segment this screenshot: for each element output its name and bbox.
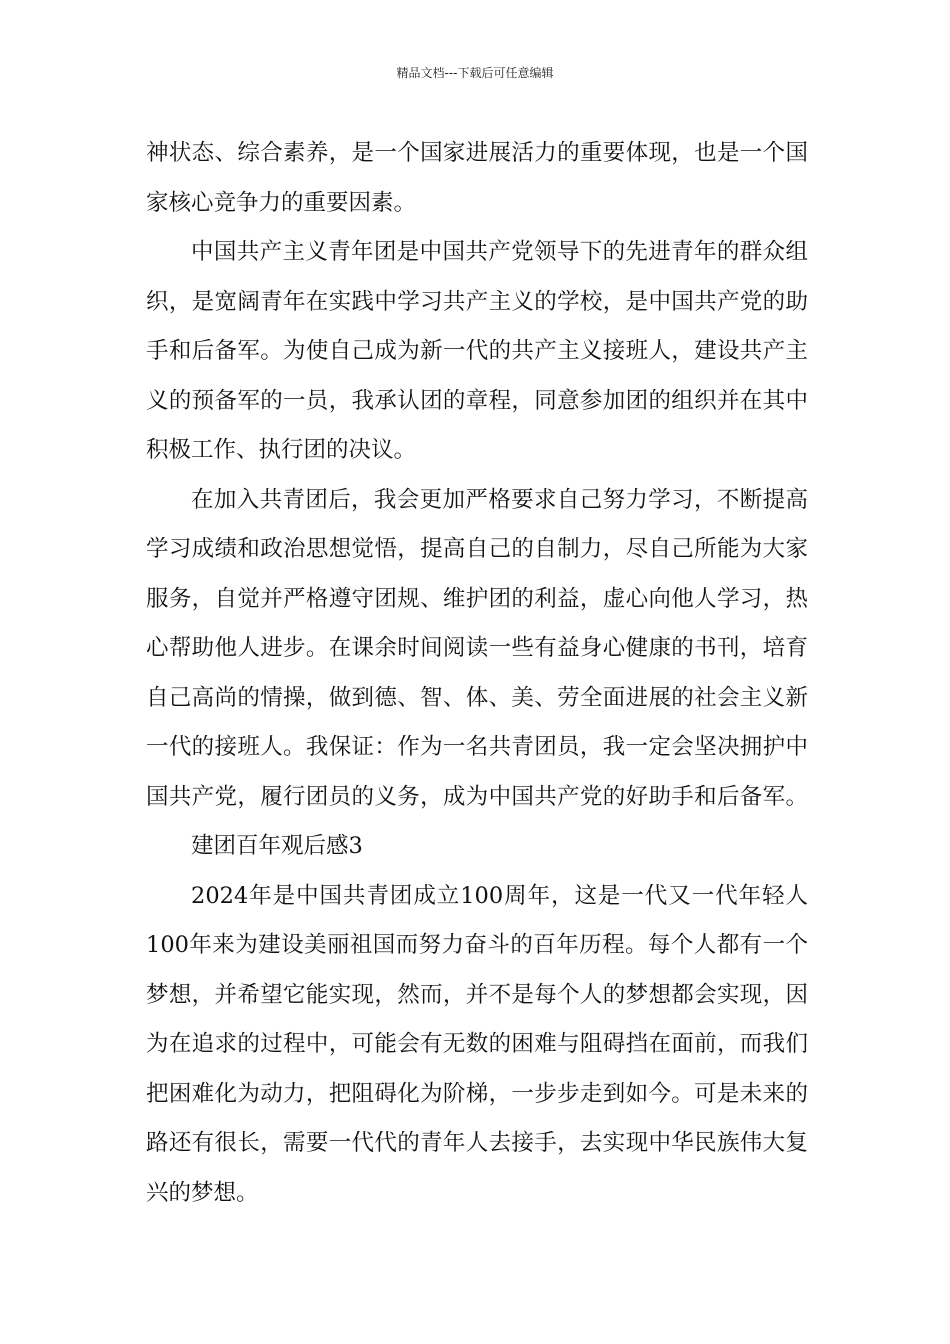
text-line: 把困难化为动力，把阻碍化为阶梯，一步步走到如今。可是未来的 [146, 1080, 808, 1107]
text-line: 一代的接班人。我保证：作为一名共青团员，我一定会坚决拥护中 [146, 734, 808, 760]
text-line: 织，是宽阔青年在实践中学习共产主义的学校，是中国共产党的助 [146, 288, 808, 315]
text-line: 义的预备军的一员，我承认团的章程，同意参加团的组织并在其中 [146, 387, 808, 414]
text-line: 服务，自觉并严格遵守团规、维护团的利益，虚心向他人学习，热 [146, 585, 808, 612]
section-heading: 建团百年观后感3 [191, 833, 363, 859]
text-line: 神状态、综合素养，是一个国家进展活力的重要体现，也是一个国 [146, 140, 808, 166]
text-line: 梦想，并希望它能实现，然而，并不是每个人的梦想都会实现，因 [146, 981, 808, 1008]
text-line: 积极工作、执行团的决议。 [146, 437, 417, 463]
text-line: 路还有很长，需要一代代的青年人去接手，去实现中华民族伟大复 [146, 1130, 808, 1156]
text-line: 兴的梦想。 [146, 1179, 259, 1206]
text-line: 家核心竞争力的重要因素。 [146, 189, 417, 216]
text-line: 国共产党，履行团员的义务，成为中国共产党的好助手和后备军。 [146, 783, 808, 810]
text-line: 2024年是中国共青团成立100周年，这是一代又一代年轻人 [191, 882, 808, 909]
text-line: 自己高尚的情操，做到德、智、体、美、劳全面进展的社会主义新 [146, 684, 808, 711]
text-line: 学习成绩和政治思想觉悟，提高自己的自制力，尽自己所能为大家 [146, 536, 808, 562]
text-line: 中国共产主义青年团是中国共产党领导下的先进青年的群众组 [191, 239, 808, 265]
text-line: 手和后备军。为使自己成为新一代的共产主义接班人，建设共产主 [146, 338, 808, 364]
text-line: 为在追求的过程中，可能会有无数的困难与阻碍挡在面前，而我们 [146, 1031, 808, 1057]
body-text [146, 129, 808, 1218]
text-line: 100年来为建设美丽祖国而努力奋斗的百年历程。每个人都有一个 [146, 932, 808, 958]
text-line: 心帮助他人进步。在课余时间阅读一些有益身心健康的书刊，培育 [146, 635, 808, 661]
text-line: 在加入共青团后，我会更加严格要求自己努力学习，不断提高 [191, 486, 808, 513]
page-header: 精品文档---下载后可任意编辑 [396, 66, 554, 80]
